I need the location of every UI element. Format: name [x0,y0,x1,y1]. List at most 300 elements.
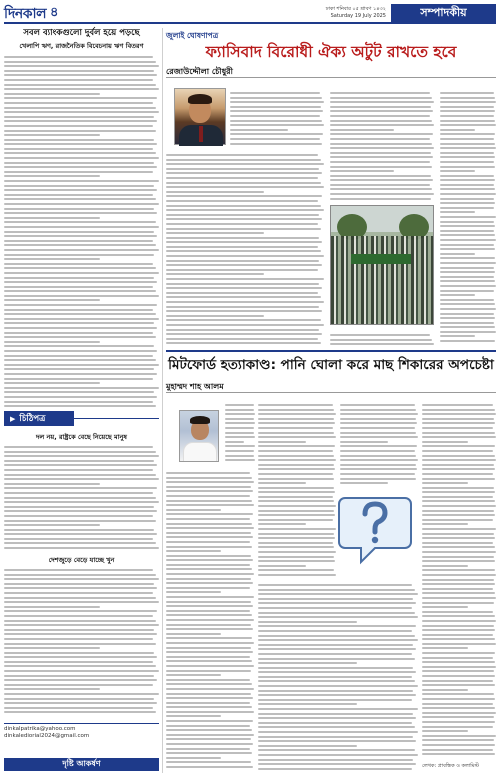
text-line [4,652,154,654]
text-line [422,726,493,728]
text-line [4,474,156,476]
text-line [166,752,252,754]
text-line [340,455,416,457]
text-line [340,427,415,429]
text-line [4,487,157,489]
text-line [4,387,159,389]
text-line [166,513,253,515]
text-line [4,111,159,113]
text-line [422,753,495,755]
text-line [440,290,494,292]
text-line [4,258,100,260]
text-line [340,422,417,424]
text-line [422,716,494,718]
text-line [4,538,153,540]
article2-col2-bottom [258,584,418,772]
text-line [258,740,416,742]
text-line [330,179,433,181]
text-line [330,115,430,117]
text-line [340,436,418,438]
letter1-title: দল নয়, রাষ্ট্রকে বেছে নিয়েছে মানুষ [35,433,127,441]
text-line [258,473,333,475]
text-line [4,185,154,187]
text-line [340,413,418,415]
text-line [4,332,153,334]
text-line [440,211,475,213]
text-line [4,93,100,95]
text-line [258,759,413,761]
text-line [166,596,254,598]
text-line [422,606,468,608]
text-line [230,120,322,122]
text-line [422,533,494,535]
text-line [440,161,494,163]
text-line [440,248,495,250]
text-line [440,280,495,282]
text-line [166,241,322,243]
text-line [4,299,100,301]
text-line [4,679,157,681]
text-line [440,294,475,296]
text-line [4,620,156,622]
text-line [330,193,434,195]
text-line [258,404,333,406]
text-line [422,528,496,530]
text-line [166,205,321,207]
text-line [330,133,433,135]
text-line [422,551,496,553]
text-line [422,597,496,599]
text-line [258,528,336,530]
text-line [258,496,333,498]
text-line [4,451,156,453]
text-line [166,610,250,612]
text-line [4,281,157,283]
text-line [440,340,495,342]
article-divider [166,350,496,352]
text-line [166,711,254,713]
text-line [330,120,432,122]
text-line [4,460,154,462]
text-line [258,768,412,770]
masthead [4,4,496,24]
text-line [4,510,157,512]
text-line [166,246,318,248]
text-line [166,255,324,257]
text-line [4,88,159,90]
text-line [340,468,417,470]
text-line [230,97,322,99]
text-line [330,110,433,112]
text-line [4,464,157,466]
text-line [422,749,493,751]
text-line [258,445,335,447]
question-mark-dot [372,537,378,543]
text-line [4,65,159,67]
text-line [422,574,496,576]
text-line [4,601,159,603]
text-line [166,509,221,511]
text-line [225,450,254,452]
text-line [4,405,156,407]
text-line [422,542,493,544]
text-line [258,468,335,470]
text-line [4,364,159,366]
text-line [330,188,432,190]
text-line [422,670,494,672]
text-line [4,688,100,690]
text-line [330,138,430,140]
author1-photo [174,88,226,145]
text-line [166,490,253,492]
text-line [422,657,493,659]
text-line [166,656,250,658]
text-line [440,285,496,287]
text-line [4,70,154,72]
text-line [330,184,430,186]
text-line [4,84,156,86]
text-line [440,225,495,227]
text-line [4,318,159,320]
author1-tie [199,126,203,142]
text-line [330,129,394,131]
text-line [258,671,416,673]
text-line [4,455,159,457]
text-line [4,286,153,288]
text-line [422,441,468,443]
text-line [440,244,494,246]
text-line [330,92,430,94]
text-line [258,482,306,484]
text-line [422,450,493,452]
text-line [4,116,154,118]
text-line [4,359,156,361]
letter2-title: দেশজুড়ে বেড়ে যাচ্ছে খুন [48,556,115,564]
text-line [166,693,251,695]
text-line [166,757,221,759]
text-line [440,143,495,145]
text-line [330,156,433,158]
text-line [166,536,253,538]
text-line [4,208,154,210]
text-line [258,500,334,502]
text-line [422,427,493,429]
text-line [4,665,156,667]
text-line [4,707,153,709]
text-line [225,409,254,411]
text-line [422,620,496,622]
article2-byline: মুহাম্মদ শাহ আলম [166,382,224,391]
text-line [422,684,495,686]
text-line [440,271,495,273]
text-line [166,582,253,584]
text-line [166,738,251,740]
text-line [440,175,494,177]
text-line [4,107,156,109]
text-line [4,529,154,531]
text-line [225,436,255,438]
text-line [422,482,468,484]
text-line [258,537,335,539]
text-line [258,662,357,664]
text-line [258,690,413,692]
text-line [4,226,159,228]
text-line [258,607,412,609]
text-line [166,766,253,768]
author2-hair [190,416,210,424]
chithipotro-rule [74,418,159,419]
text-line [166,315,264,317]
article2-col1-top [225,404,255,464]
article1-col3 [440,92,496,345]
issue-date-en: Saturday 19 July 2025 [330,13,386,19]
text-line [440,313,494,315]
text-line [258,422,335,424]
text-line [230,92,320,94]
article1-headline: ফ্যাসিবাদ বিরোধী ঐক্য অটুট রাখতে হবে [205,43,457,61]
text-line [4,446,153,448]
text-line [440,207,494,209]
text-line [4,235,157,237]
text-line [258,409,334,411]
text-line [340,459,418,461]
text-line [422,565,468,567]
text-line [4,656,157,658]
text-line [258,584,412,586]
text-line [166,218,322,220]
author2-photo [179,410,219,462]
author-note: লেখক: প্রাবন্ধিক ও কলামিস্ট [422,763,479,769]
text-line [258,717,416,719]
text-line [258,713,413,715]
left-article-body [4,56,159,407]
text-line [422,680,493,682]
text-line [4,633,157,635]
text-line [422,459,496,461]
text-line [440,106,494,108]
text-line [258,644,413,646]
text-line [258,680,415,682]
text-line [225,418,254,420]
text-line [422,698,495,700]
article2-col3-top [340,404,418,487]
text-line [166,670,251,672]
text-line [258,625,416,627]
contact-email-1[interactable]: dinkalpatrika@yahoo.com [4,726,76,732]
text-line [4,309,153,311]
text-line [166,168,319,170]
text-line [258,635,415,637]
text-line [258,685,418,687]
text-line [422,652,495,654]
text-line [440,198,494,200]
text-line [258,648,416,650]
text-line [166,214,319,216]
text-line [4,203,159,205]
text-line [4,547,159,549]
text-line [340,450,415,452]
text-line [422,661,495,663]
text-line [440,303,495,305]
chithipotro-label [4,411,74,426]
text-line [166,287,322,289]
text-line [225,455,254,457]
text-line [422,721,495,723]
text-line [4,272,159,274]
text-line [4,162,154,164]
text-line [4,212,157,214]
text-line [166,310,322,312]
text-line [166,191,264,193]
text-line [440,262,496,264]
article1-col2-bottom [330,334,434,348]
text-line [166,748,250,750]
text-line [166,260,319,262]
text-line [166,683,252,685]
text-line [422,413,496,415]
text-line [166,546,252,548]
text-line [166,342,321,344]
text-line [166,223,318,225]
text-line [440,115,494,117]
text-line [422,611,493,613]
text-line [4,341,100,343]
text-line [166,292,318,294]
text-line [4,175,100,177]
text-line [440,331,496,333]
text-line [440,120,495,122]
text-line [340,482,388,484]
text-line [258,427,333,429]
article1-kicker: জুলাই ঘোষণাপত্র [166,31,219,40]
text-line [166,568,252,570]
text-line [166,651,253,653]
text-line [4,313,156,315]
text-line [166,555,251,557]
text-line [258,722,412,724]
text-line [422,496,493,498]
text-line [422,666,496,668]
text-line [422,436,496,438]
text-line [4,497,156,499]
text-line [330,124,434,126]
text-line [166,647,251,649]
text-line [440,317,495,319]
text-line [230,115,320,117]
text-line [258,653,412,655]
text-line [422,546,495,548]
text-line [258,658,415,660]
column-divider [162,28,163,773]
text-line [258,736,413,738]
text-line [4,139,154,141]
text-line [440,179,495,181]
text-line [422,744,495,746]
author1-hair [188,94,212,104]
text-line [4,336,156,338]
text-line [422,625,494,627]
text-line [258,418,334,420]
chithipotro-text: চিঠিপত্র [19,413,46,424]
text-line [4,97,157,99]
text-line [258,749,415,751]
text-line [4,355,153,357]
text-line [4,638,153,640]
text-line [258,598,413,600]
text-line [166,182,321,184]
text-line [4,152,156,154]
text-line [4,263,153,265]
text-line [4,524,100,526]
text-line [258,510,334,512]
text-line [4,373,157,375]
text-line [440,276,494,278]
text-line [340,418,416,420]
text-line [440,147,496,149]
text-line [422,510,494,512]
text-line [440,184,494,186]
text-line [166,734,254,736]
text-line [166,481,254,483]
text-line [422,735,496,737]
text-line [258,621,357,623]
text-line [4,643,156,645]
text-line [258,612,415,614]
text-line [422,615,495,617]
text-line [166,163,324,165]
text-line [422,432,495,434]
text-line [4,702,157,704]
text-line [4,606,100,608]
text-line [166,273,264,275]
text-line [4,587,157,589]
text-line [440,129,475,131]
text-line [4,396,157,398]
text-line [422,638,495,640]
text-line [258,551,336,553]
issue-date [294,6,386,20]
text-line [422,418,494,420]
text-line [422,556,494,558]
text-line [4,322,154,324]
text-line [166,564,250,566]
text-line [166,296,321,298]
text-line [166,306,319,308]
text-line [330,152,431,154]
text-line [225,459,255,461]
text-line [422,634,493,636]
text-line [440,166,495,168]
text-line [166,329,319,331]
text-line [258,602,416,604]
text-line [225,445,255,447]
article2-byline-rule [166,392,496,393]
text-line [440,216,496,218]
text-line [230,143,322,145]
contact-email-2[interactable]: dinkalediorial2024@gmail.com [4,733,90,739]
text-line [440,335,475,337]
article2-col2 [258,404,336,579]
text-line [166,591,221,593]
text-line [4,130,156,132]
text-line [4,506,154,508]
text-line [166,587,250,589]
text-line [4,492,153,494]
text-line [4,597,156,599]
text-line [422,464,494,466]
text-line [4,267,156,269]
text-line [166,697,253,699]
